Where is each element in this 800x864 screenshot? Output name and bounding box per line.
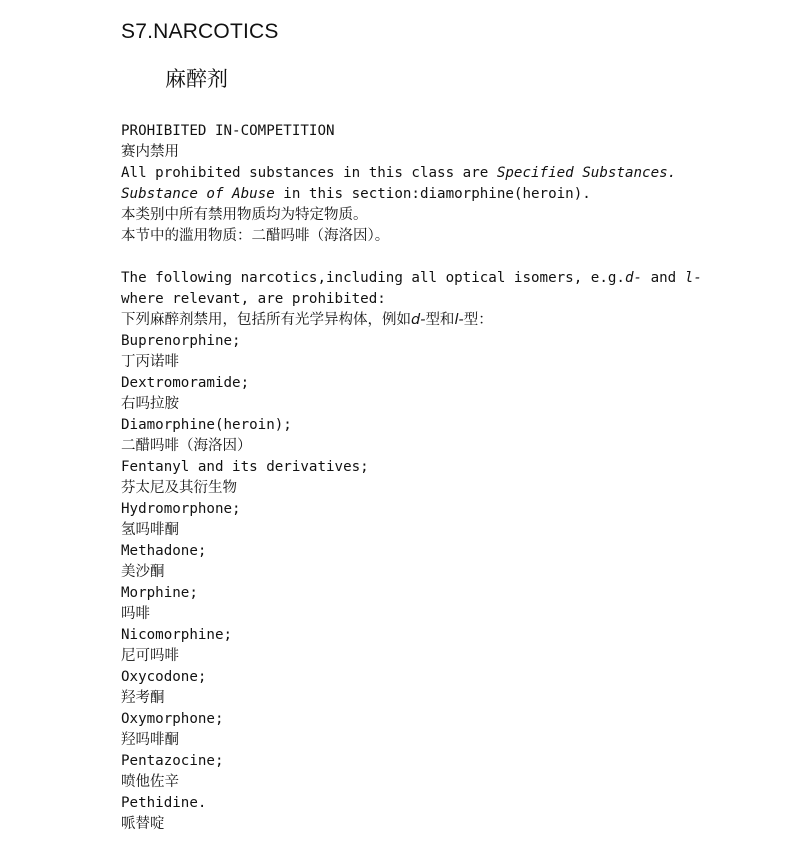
substance-name-cn: 二醋吗啡（海洛因）	[121, 438, 252, 454]
substance-name: Methadone;	[121, 543, 207, 559]
substance-of-abuse-note	[121, 184, 721, 205]
substance-name: Oxycodone;	[121, 669, 207, 685]
substance-name: Fentanyl and its derivatives;	[121, 459, 369, 475]
substance-name: Dextromoramide;	[121, 375, 250, 391]
prohibited-heading-cn: 赛内禁用	[121, 144, 179, 160]
intro-italic-text: l-	[684, 270, 702, 286]
substance-name-cn: 芬太尼及其衍生物	[121, 480, 237, 496]
substance-name: Pentazocine;	[121, 753, 224, 769]
intro-text: and	[642, 270, 685, 286]
intro-text: 型：	[463, 312, 493, 328]
section-body	[121, 121, 721, 835]
intro-text: The following narcotics,including all optical isomers, e.g.	[121, 270, 625, 286]
substance-name-cn: 右吗拉胺	[121, 396, 179, 412]
intro-line-1	[121, 268, 721, 289]
substance-name-cn: 哌替啶	[121, 816, 165, 832]
substance-name-cn: 尼可吗啡	[121, 648, 179, 664]
substance-name-cn: 丁丙诺啡	[121, 354, 179, 370]
intro-line-2: where relevant, are prohibited:	[121, 291, 386, 307]
intro-text: 下列麻醉剂禁用，包括所有光学异构体，例如	[121, 312, 411, 328]
section-title: S7.NARCOTICS	[121, 20, 279, 43]
section-title-cn: 麻醉剂	[165, 67, 228, 91]
intro-text: 型和	[425, 312, 455, 328]
substance-name: Pethidine.	[121, 795, 207, 811]
substance-name: Buprenorphine;	[121, 333, 241, 349]
substance-name-cn: 羟考酮	[121, 690, 165, 706]
intro-italic-text: d-	[411, 312, 426, 328]
intro-line-cn	[121, 310, 721, 331]
specified-substances-note	[121, 163, 721, 184]
substance-name-cn: 美沙酮	[121, 564, 165, 580]
substance-name-cn: 吗啡	[121, 606, 150, 622]
substance-name-cn: 喷他佐辛	[121, 774, 179, 790]
substance-name: Morphine;	[121, 585, 198, 601]
note-italic-text: Substance of Abuse	[121, 186, 275, 202]
intro-italic-text: l-	[454, 312, 464, 328]
substance-of-abuse-note-cn: 本节中的滥用物质：二醋吗啡（海洛因）。	[121, 228, 390, 244]
substance-name-cn: 氢吗啡酮	[121, 522, 179, 538]
note-italic-text: Specified Substances.	[496, 165, 677, 181]
intro-italic-text: d-	[624, 270, 643, 286]
spacer	[121, 247, 721, 268]
substance-name: Nicomorphine;	[121, 627, 233, 643]
substance-name: Oxymorphone;	[121, 711, 224, 727]
note-text: in this section:diamorphine(heroin).	[274, 186, 591, 202]
specified-substances-note-cn: 本类别中所有禁用物质均为特定物质。	[121, 207, 368, 223]
substance-name: Hydromorphone;	[121, 501, 241, 517]
substance-name-cn: 羟吗啡酮	[121, 732, 179, 748]
prohibited-heading: PROHIBITED IN-COMPETITION	[121, 123, 335, 139]
note-text: All prohibited substances in this class are	[121, 165, 497, 181]
substance-name: Diamorphine(heroin);	[121, 417, 292, 433]
